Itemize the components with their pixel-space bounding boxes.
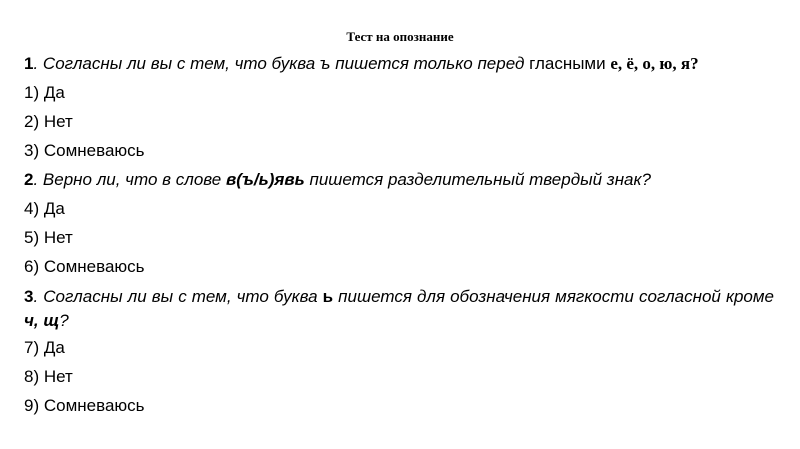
question-number: 3 — [24, 287, 34, 306]
question-1 — [24, 53, 774, 82]
question-number: 2 — [24, 170, 34, 189]
answer-option[interactable]: 4) Да — [24, 199, 65, 218]
question-2 — [24, 169, 774, 198]
answer-option[interactable]: 2) Нет — [24, 112, 73, 131]
question-text: . Верно ли, что в слове — [33, 170, 226, 189]
question-3 — [24, 285, 774, 333]
answer-option[interactable]: 6) Сомневаюсь — [24, 257, 145, 276]
test-content — [24, 53, 774, 424]
answer-option[interactable]: 1) Да — [24, 83, 65, 102]
answer-option[interactable]: 7) Да — [24, 338, 65, 357]
page-title: Тест на опознание — [346, 29, 454, 44]
answer-option[interactable]: 9) Сомневаюсь — [24, 396, 145, 415]
question-emphasis: ь — [322, 287, 334, 306]
question-text: ? — [59, 311, 69, 330]
answer-option[interactable]: 3) Сомневаюсь — [24, 141, 145, 160]
answer-option[interactable]: 8) Нет — [24, 367, 73, 386]
question-emphasis: е, ё, о, ю, я? — [610, 54, 699, 73]
question-emphasis: в(ъ/ь)явь — [225, 170, 305, 189]
question-number: 1 — [24, 54, 34, 73]
question-emphasis: ч, щ — [24, 311, 60, 330]
question-text: . Согласны ли вы с тем, что буква ъ пишется только перед — [33, 54, 525, 73]
question-text: . Согласны ли вы с тем, что буква — [33, 287, 323, 306]
question-text: пишется разделительный твердый знак? — [304, 170, 651, 189]
answer-option[interactable]: 5) Нет — [24, 228, 73, 247]
question-text-plain: гласными — [524, 54, 611, 73]
question-text: пишется для обозначения мягкости согласной кроме — [333, 287, 774, 306]
